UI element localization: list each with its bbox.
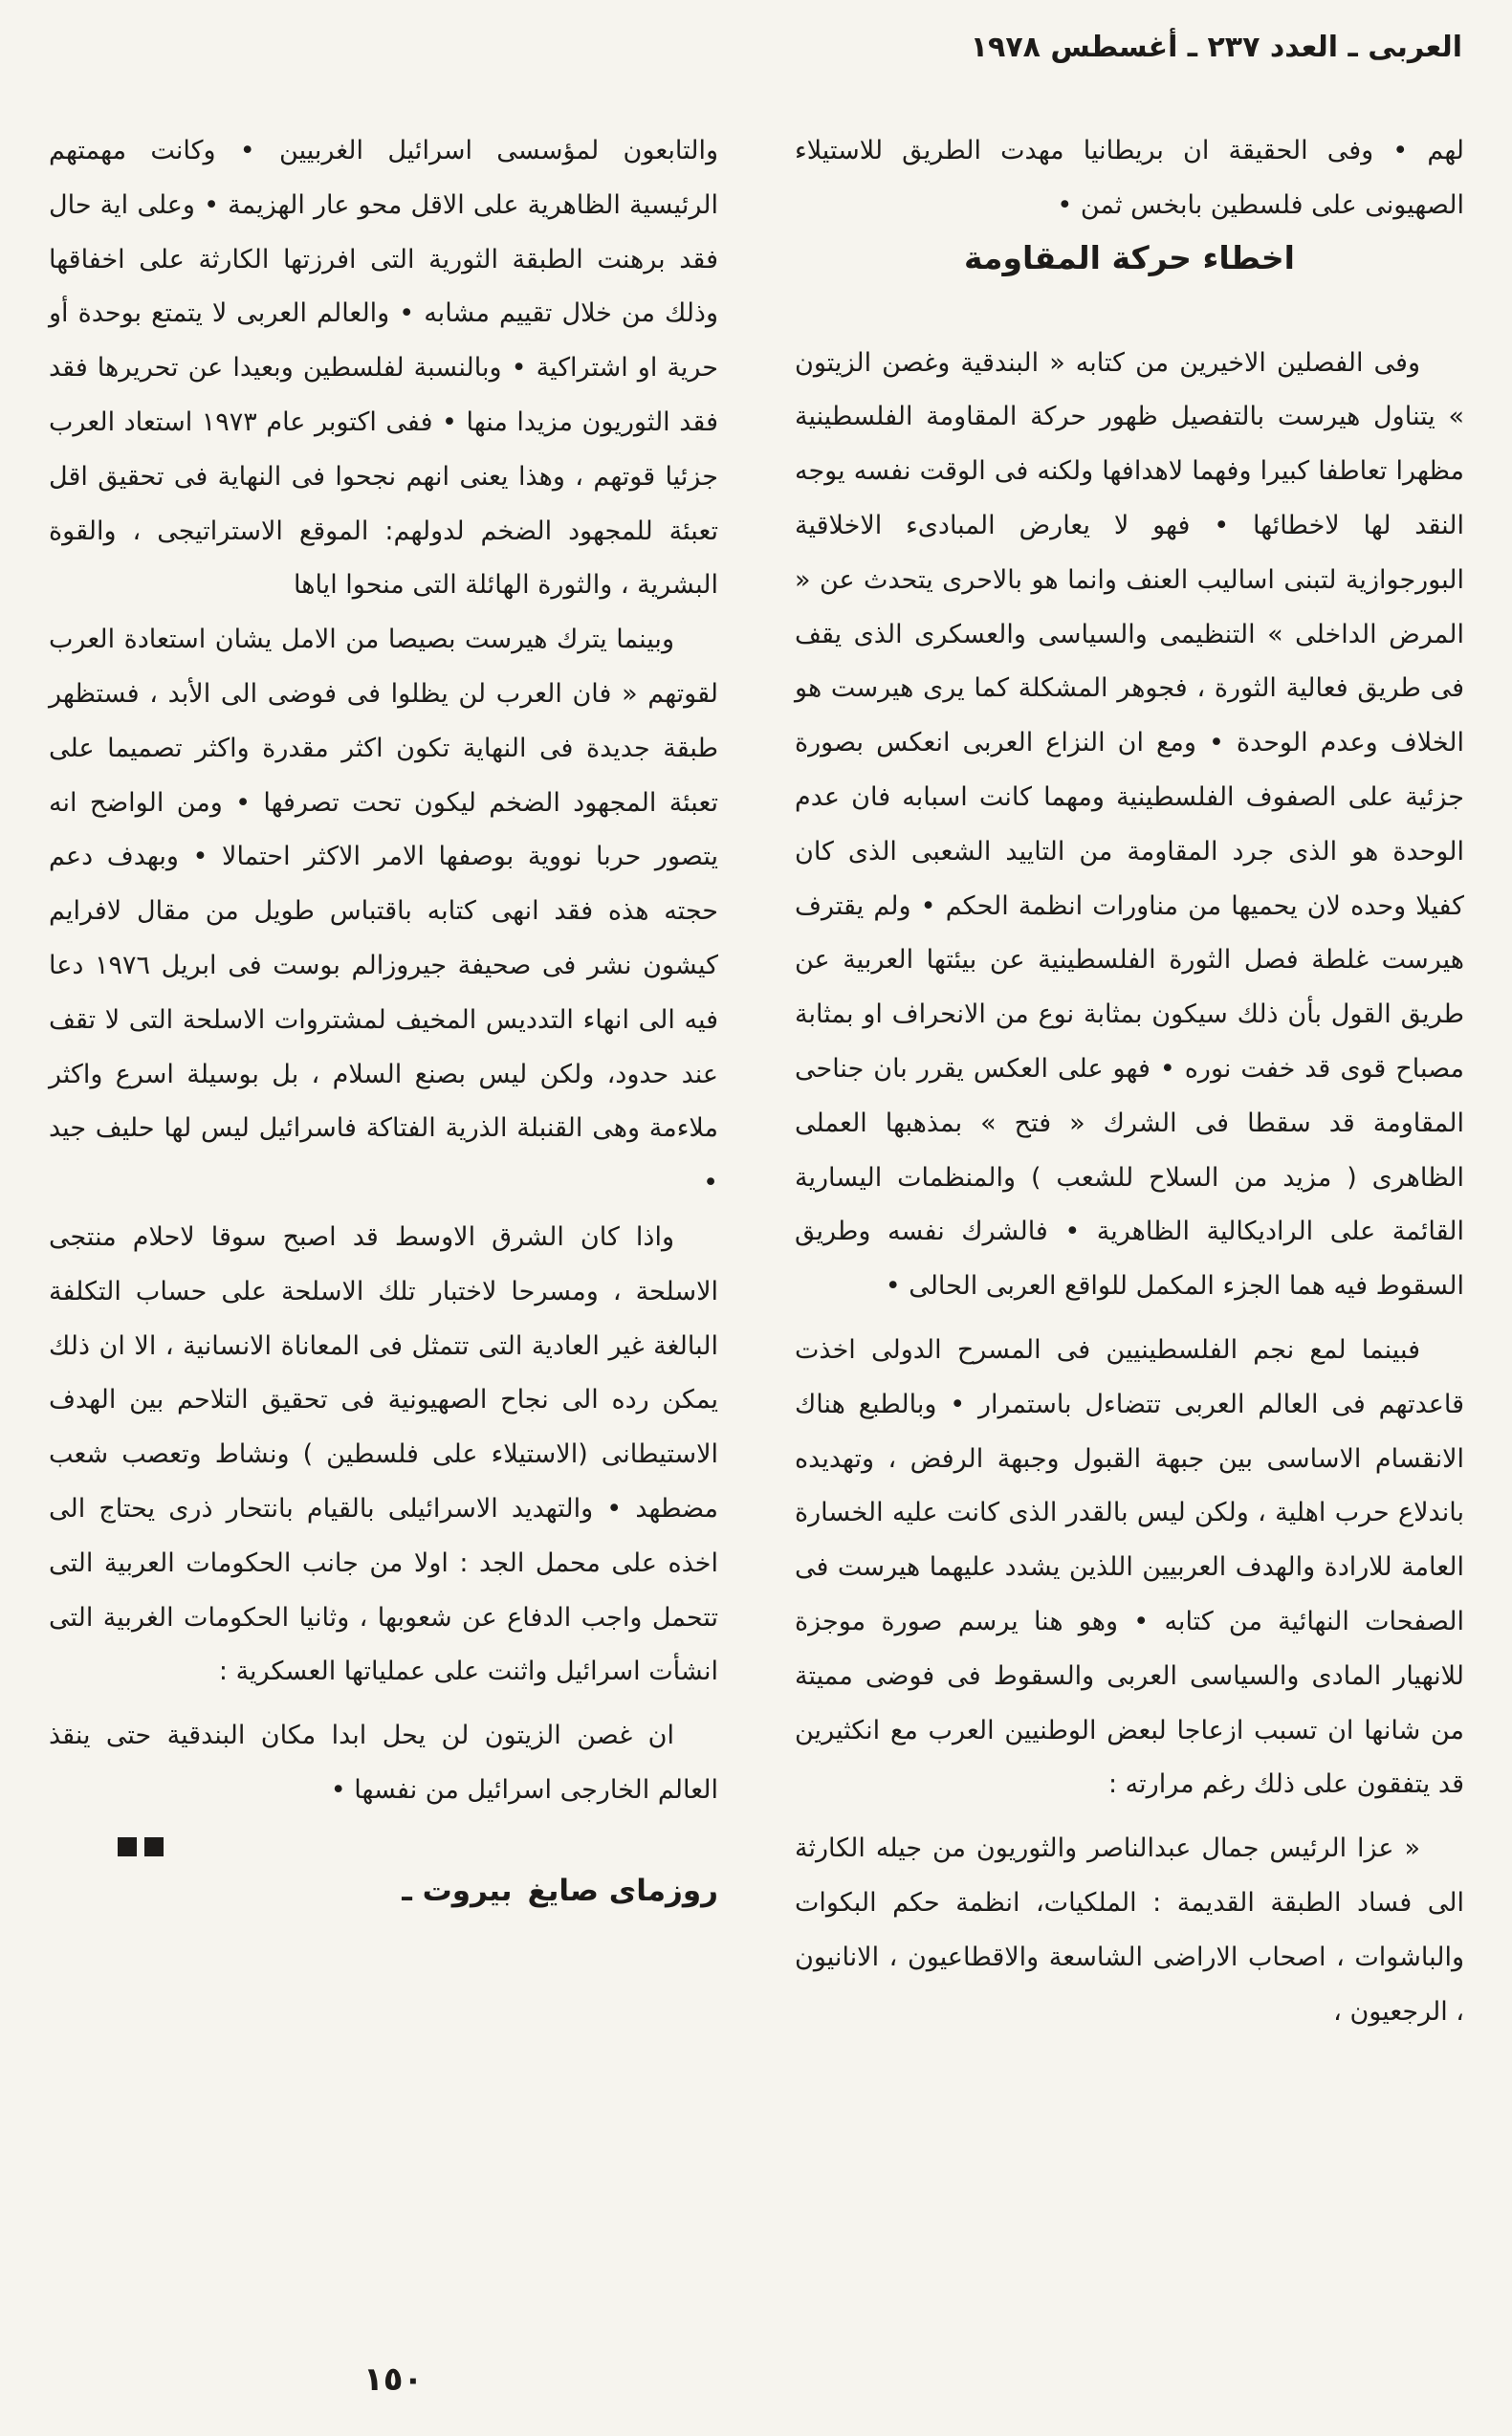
page-number: ١٥٠ <box>363 2360 424 2399</box>
quote-paragraph: « عزا الرئيس جمال عبدالناصر والثوريون من جيله الكارثة الى فساد الطبقة القديمة : الملكيات، انظمة حكم البكوات والباشوات ، اصحاب الاراضى الشاسعة والاقطاعيون ، الانانيون ، الرجعيون ، <box>795 1833 1464 2027</box>
byline-city: بيروت ـ <box>402 1873 513 1908</box>
byline-author: روزماى صايغ <box>527 1873 718 1908</box>
body-paragraph: والتابعون لمؤسسى اسرائيل الغربيين • وكانت مهمتهم الرئيسية الظاهرية على الاقل محو عار الهزيمة • وعلى اية حال فقد برهنت الطبقة الثورية التى افرزتها الكارثة على اخفاقها وذلك من خلال تقييم مشابه • والعالم العربى لا يتمتع بوحدة أو حرية او اشتراكية • وبالنسبة لفلسطين وبعيدا عن تحريرها فقد فقد الثوريون مزيدا منها • ففى اكتوبر عام ١٩٧٣ استعاد العرب جزئيا قوتهم ، وهذا يعنى انهم نجحوا فى النهاية فى تحقيق اقل تعبئة للمجهود الضخم لدولهم: الموقع الاستراتيجى ، والقوة البشرية ، والثورة الهائلة التى منحوا اياها <box>49 136 718 601</box>
body-paragraph: وفى الفصلين الاخيرين من كتابه « البندقية وغصن الزيتون » يتناول هيرست بالتفصيل ظهور حركة المقاومة الفلسطينية مظهرا تعاطفا كبيرا وفهما لاهدافها ولكنه فى الوقت نفسه يوجه النقد لها لاخطائها • فهو لا يعارض المبادىء الاخلاقية البورجوازية لتبنى اساليب العنف وانما هو بالاحرى يتحدث عن « المرض الداخلى » التنظيمى والسياسى والعسكرى الذى يقف فى طريق فعالية الثورة ، فجوهر المشكلة كما يرى هيرست هو الخلاف وعدم الوحدة • ومع ان النزاع العربى انعكس بصورة جزئية على الصفوف الفلسطينية ومهما كانت اسبابه فان عدم الوحدة هو الذى جرد المقاومة من التاييد الشعبى الذى كان كفيلا وحده لان يحميها من مناورات انظمة الحكم • ولم يقترف هيرست غلطة فصل الثورة الفلسطينية عن بيئتها العربية عن طريق القول بأن ذلك سيكون بمثابة نوع من الانحراف او بمثابة مصباح قوى قد خفت نوره • فهو على العكس يقرر بان جناحى المقاومة قد سقطا فى الشرك « فتح » بمذهبها العملى الظاهرى ( مزيد من السلاح للشعب ) والمنظمات اليسارية القائمة على الراديكالية الظاهرية • فالشرك نفسه وطريق السقوط فيه هما الجزء المكمل للواقع العربى الحالى • <box>795 347 1464 1302</box>
intro-paragraph: لهم • وفى الحقيقة ان بريطانيا مهدت الطريق للاستيلاء الصهيونى على فلسطين بابخس ثمن • <box>795 136 1464 220</box>
right-column <box>795 124 1464 2039</box>
body-paragraph: وبينما يترك هيرست بصيصا من الامل يشان استعادة العرب لقوتهم « فان العرب لن يظلوا فى فوضى الى الأبد ، فستظهر طبقة جديدة فى النهاية تكون اكثر مقدرة واكثر تصميما على تعبئة المجهود الضخم ليكون تحت تصرفها • ومن الواضح انه يتصور حربا نووية بوصفها الامر الاكثر احتمالا • وبهدف دعم حجته هذه فقد انهى كتابه باقتباس طويل من مقال لافرايم كيشون نشر فى صحيفة جيروزالم بوست فى ابريل ١٩٧٦ دعا فيه الى انهاء التدديس المخيف لمشتروات الاسلحة التى لا تقف عند حدود، ولكن ليس بصنع السلام ، بل بوسيلة اسرع واكثر ملاءمة وهى القنبلة الذرية الفتاكة فاسرائيل ليس لها حليف جيد • <box>49 625 718 1198</box>
body-paragraph: واذا كان الشرق الاوسط قد اصبح سوقا لاحلام منتجى الاسلحة ، ومسرحا لاختبار تلك الاسلحة على حساب التكلفة البالغة غير العادية التى تتمثل فى المعاناة الانسانية ، الا ان ذلك يمكن رده الى نجاح الصهيونية فى تحقيق التلاحم بين الهدف الاستيطانى (الاستيلاء على فلسطين ) ونشاط وتعصب شعب مضطهد • والتهديد الاسرائيلى بالقيام بانتحار ذرى يحتاج الى اخذه على محمل الجد : اولا من جانب الحكومات العربية التى تتحمل واجب الدفاع عن شعوبها ، وثانيا الحكومات الغربية التى انشأت اسرائيل واثنت على عملياتها العسكرية : <box>49 1221 718 1687</box>
section-heading: اخطاء حركة المقاومة <box>964 238 1295 276</box>
end-square-icon <box>144 1837 164 1856</box>
closing-paragraph: ان غصن الزيتون لن يحل ابدا مكان البندقية حتى ينقذ العالم الخارجى اسرائيل من نفسها • <box>49 1721 718 1805</box>
end-of-article-mark <box>49 1837 718 1866</box>
byline <box>49 1866 718 1908</box>
body-paragraph: فبينما لمع نجم الفلسطينيين فى المسرح الدولى اخذت قاعدتهم فى العالم العربى تتضاءل باستمرار • وبالطبع هناك الانقسام الاساسى بين جبهة القبول وجبهة الرفض ، وتهديده باندلاع حرب اهلية ، ولكن ليس بالقدر الذى كانت عليه الخسارة العامة للارادة والهدف العربيين اللذين يشدد عليهما هيرست فى الصفحات النهائية من كتابه • وهو هنا يرسم صورة موجزة للانهيار المادى والسياسى العربى والسقوط فى فوضى مميتة من شانها ان تسبب ازعاجا لبعض الوطنيين العرب مع انكثيرين قد يتفقون على ذلك رغم مرارته : <box>795 1334 1464 1800</box>
running-header: العربى ـ العدد ٢٣٧ ـ أغسطس ١٩٧٨ <box>970 31 1462 64</box>
end-square-icon <box>118 1837 137 1856</box>
left-column <box>49 124 718 1908</box>
